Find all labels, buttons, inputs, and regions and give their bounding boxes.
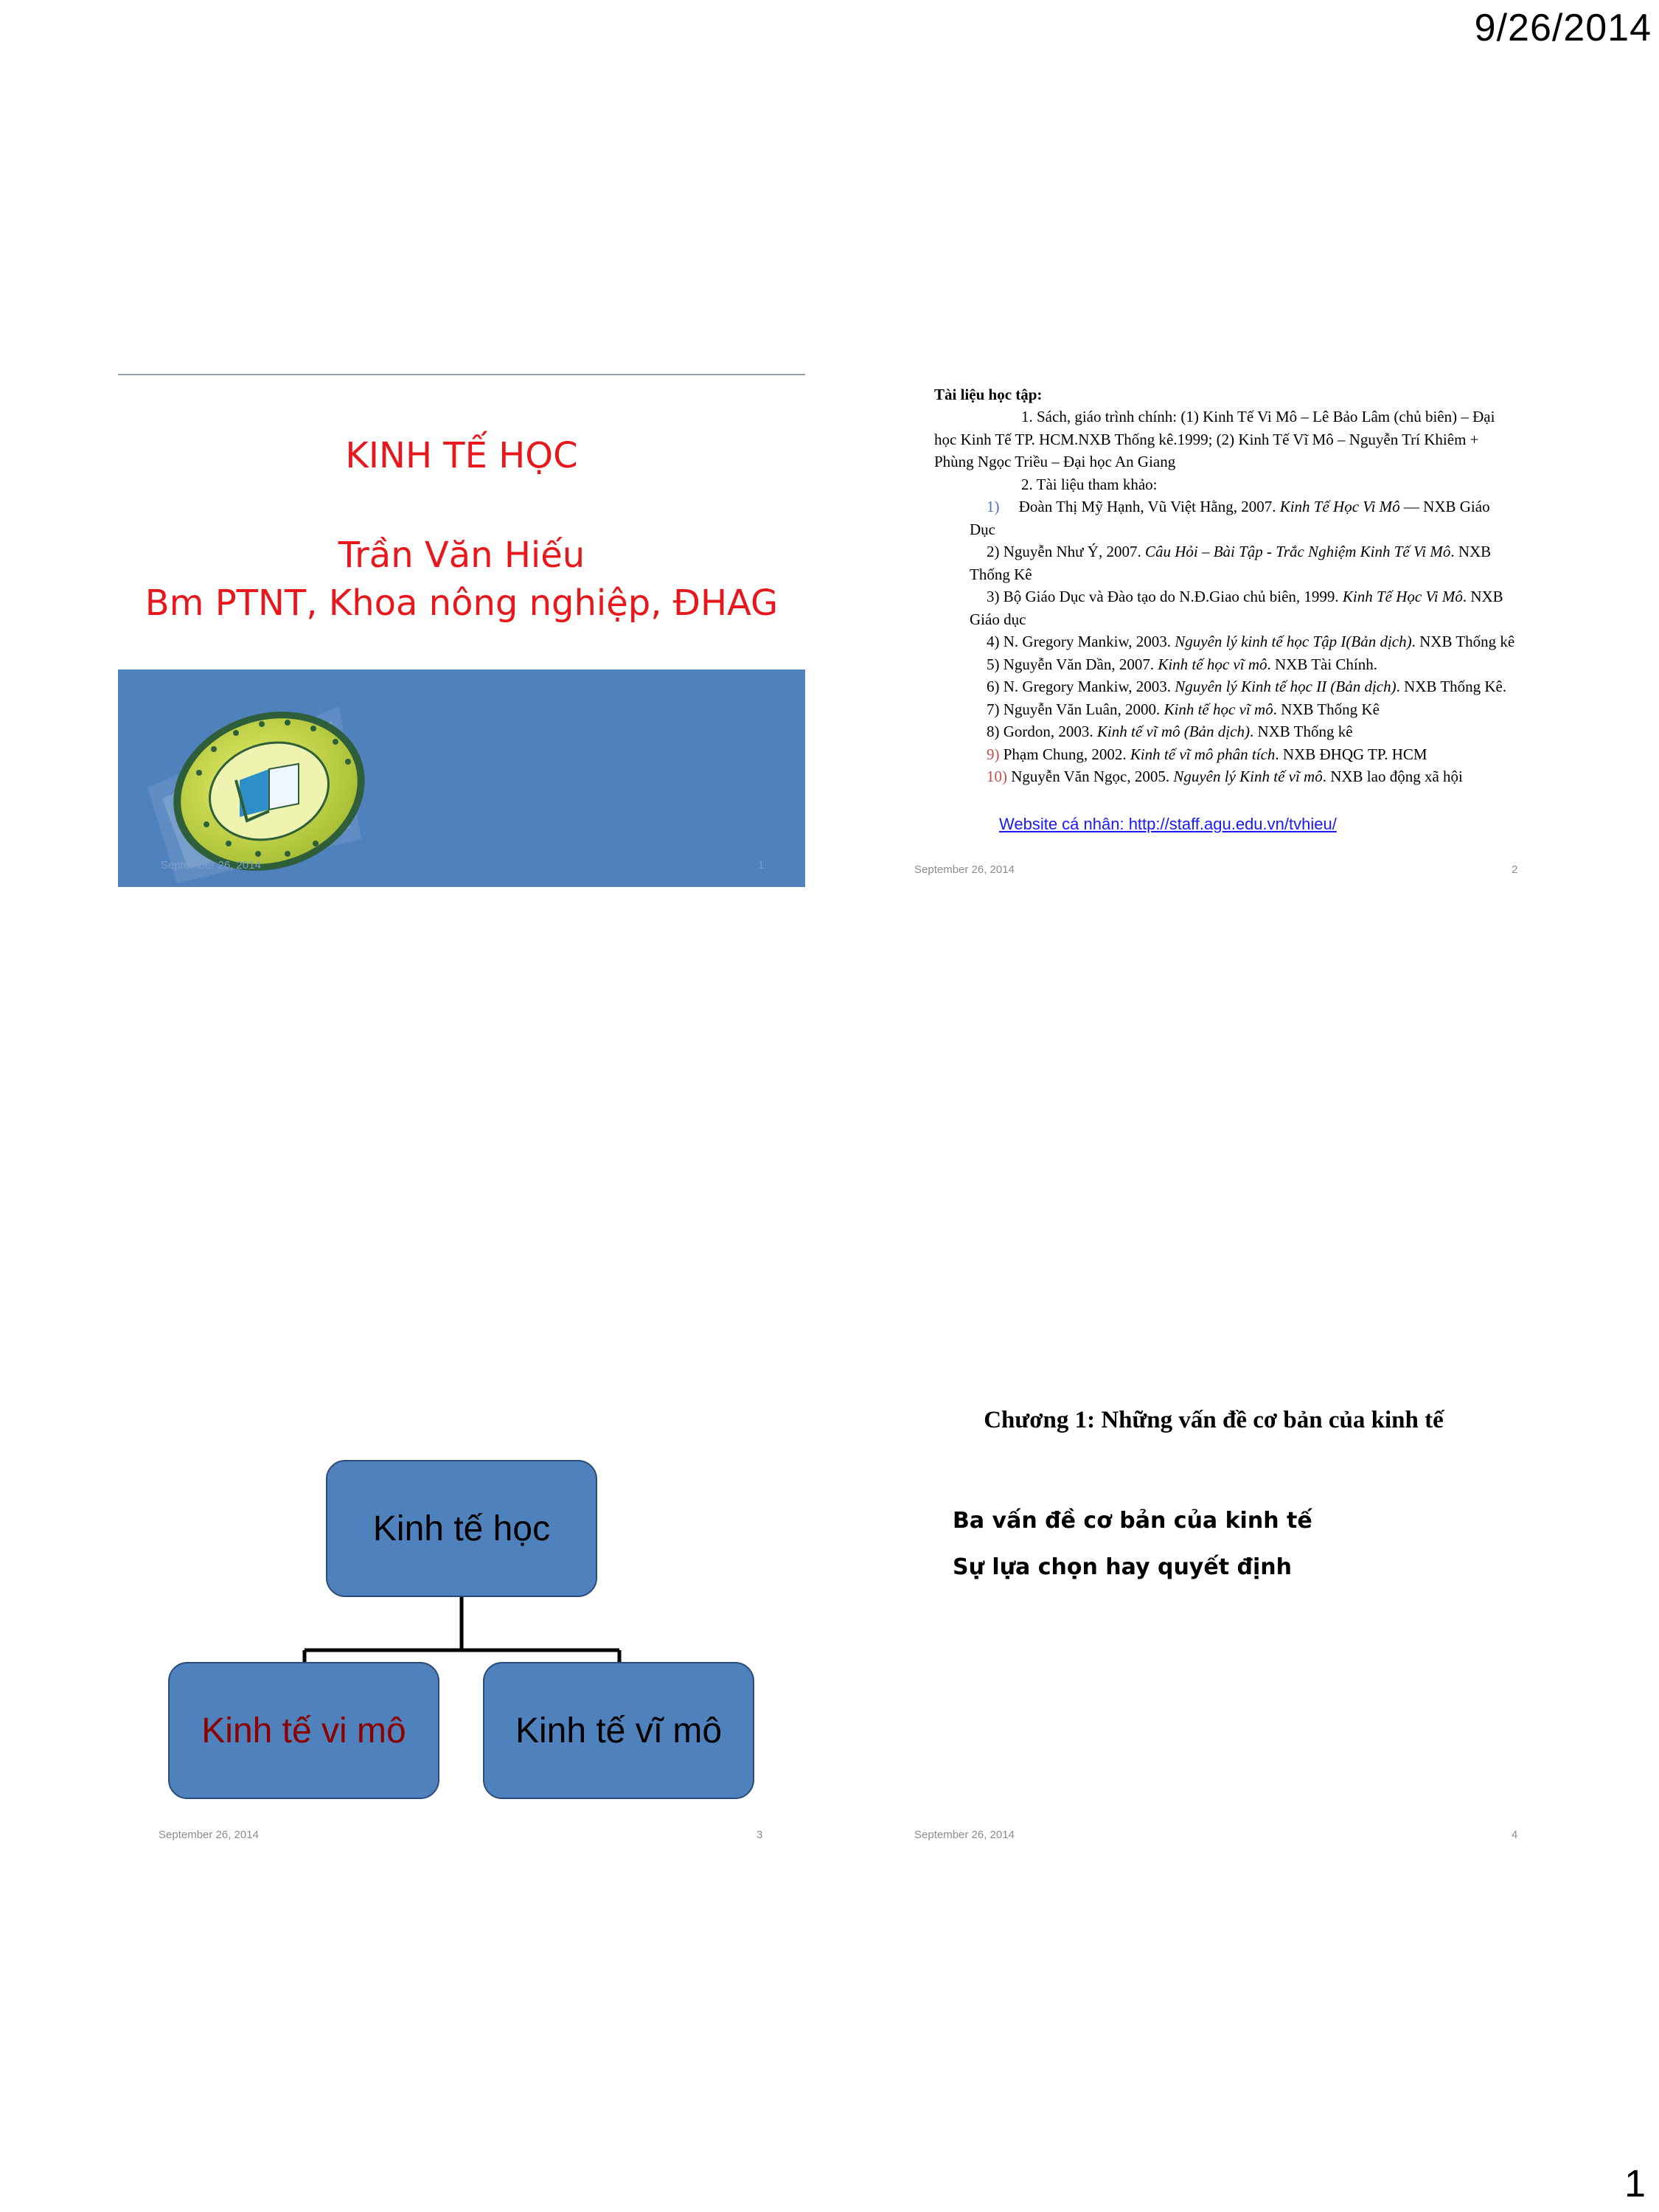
slide-title: KINH TẾ HỌC xyxy=(345,435,578,476)
reference-publisher: . NXB Tài Chính. xyxy=(1267,655,1378,673)
reference-item xyxy=(987,585,1503,608)
text-line: 2. Tài liệu tham khảo: xyxy=(1021,476,1158,493)
author-affiliation: Bm PTNT, Khoa nông nghiệp, ĐHAG xyxy=(145,582,779,624)
reference-number: 4) xyxy=(987,633,1000,650)
reference-title: Nguyên lý Kinh tế học II (Bản dịch) xyxy=(1175,678,1397,695)
author-name: Trần Văn Hiếu xyxy=(338,535,585,576)
reference-text: Nguyễn Văn Dần, 2007. xyxy=(999,655,1158,673)
page-number: 1 xyxy=(1624,2163,1646,2205)
reference-item xyxy=(987,720,1353,743)
reference-text: N. Gregory Mankiw, 2003. xyxy=(999,678,1175,695)
reference-title: Kinh tế học vĩ mô xyxy=(1158,655,1267,673)
reference-publisher: . NXB xyxy=(1462,588,1503,605)
text-line: Phùng Ngọc Triều – Đại học An Giang xyxy=(934,453,1176,470)
reference-text: Bộ Giáo Dục và Đào tạo do N.Đ.Giao chủ biên, 1999. xyxy=(999,588,1343,605)
reference-text: Gordon, 2003. xyxy=(999,723,1097,740)
node-label: Kinh tế vĩ mô xyxy=(515,1711,723,1750)
reference-title: Kinh tế vĩ mô (Bản dịch) xyxy=(1096,723,1250,740)
reference-number: 9) xyxy=(987,745,1000,763)
reference-text: Nguyễn Văn Ngọc, 2005. xyxy=(1007,768,1174,785)
reference-publisher: . NXB Thống Kê. xyxy=(1396,678,1507,695)
reference-publisher: — NXB Giáo xyxy=(1399,498,1490,515)
title-rule xyxy=(118,374,805,375)
reference-number: 3) xyxy=(987,588,1000,605)
reference-item xyxy=(987,765,1463,788)
personal-website-link[interactable]: Website cá nhân: http://staff.agu.edu.vn/tvhieu/ xyxy=(999,815,1337,833)
reference-title: Nguyên lý Kinh tế vĩ mô xyxy=(1173,768,1323,785)
reference-publisher: . NXB lao động xã hội xyxy=(1322,768,1463,785)
text-line: học Kinh Tế TP. HCM.NXB Thống kê.1999; (2) Kinh Tế Vĩ Mô – Nguyễn Trí Khiêm + xyxy=(934,431,1479,448)
reference-text: Phạm Chung, 2002. xyxy=(999,745,1130,763)
slide-2-footer-date: September 26, 2014 xyxy=(914,863,1015,876)
node-label: Kinh tế vi mô xyxy=(201,1711,406,1750)
reference-text: N. Gregory Mankiw, 2003. xyxy=(999,633,1175,650)
reference-publisher: . NXB Thống kê xyxy=(1411,633,1515,650)
reference-text: Nguyễn Văn Luân, 2000. xyxy=(999,700,1164,718)
reference-item xyxy=(987,630,1514,653)
chapter-title: Chương 1: Những vấn đề cơ bản của kinh tế xyxy=(984,1407,1444,1433)
slide-4 xyxy=(870,1342,1557,1857)
node-label: Kinh tế học xyxy=(372,1509,551,1548)
slide-2-number: 2 xyxy=(1512,863,1518,876)
node-kinh-te-vi-mo xyxy=(168,1662,439,1799)
reference-publisher: . NXB xyxy=(1450,543,1492,560)
reference-item xyxy=(987,675,1506,698)
reference-continuation: Dục xyxy=(970,521,995,538)
reference-item xyxy=(987,540,1491,563)
reference-publisher: . NXB Thống kê xyxy=(1249,723,1353,740)
slide-2 xyxy=(870,372,1557,887)
logo-panel xyxy=(118,669,805,887)
reference-continuation: Thống Kê xyxy=(970,566,1032,583)
slide-4-footer-date: September 26, 2014 xyxy=(914,1829,1015,1841)
reference-publisher: . NXB ĐHQG TP. HCM xyxy=(1275,745,1427,763)
reference-number: 7) xyxy=(987,700,1000,718)
slide-3-footer-date: September 26, 2014 xyxy=(159,1829,259,1841)
slide-3 xyxy=(118,1342,805,1857)
slide-1-number: 1 xyxy=(758,859,765,872)
reference-title: Kinh tế học vĩ mô xyxy=(1164,700,1273,718)
reference-number: 10) xyxy=(987,768,1007,785)
reference-publisher: . NXB Thống Kê xyxy=(1273,700,1380,718)
bullet-item: Ba vấn đề cơ bản của kinh tế xyxy=(953,1508,1312,1534)
reference-text: Đoàn Thị Mỹ Hạnh, Vũ Việt Hằng, 2007. xyxy=(1018,498,1280,515)
page-date: 9/26/2014 xyxy=(1474,7,1652,49)
reference-item xyxy=(987,495,1490,518)
reference-title: Kinh tế vĩ mô phân tích xyxy=(1130,745,1276,763)
reference-title: Kinh Tế Học Vi Mô xyxy=(1279,498,1400,515)
bullet-item: Sự lựa chọn hay quyết định xyxy=(953,1554,1292,1580)
reference-item xyxy=(987,653,1377,676)
node-kinh-te-vi-mo-macro xyxy=(483,1662,754,1799)
reference-title: Kinh Tế Học Vi Mô xyxy=(1342,588,1463,605)
slide-1 xyxy=(118,372,805,887)
reference-title: Câu Hỏi – Bài Tập - Trắc Nghiệm Kinh Tế Vi Mô xyxy=(1144,543,1451,560)
reference-item xyxy=(987,743,1427,766)
reference-number: 2) xyxy=(987,543,1000,560)
reference-number: 8) xyxy=(987,723,1000,740)
reference-number: 1) xyxy=(987,498,1000,515)
slide-3-number: 3 xyxy=(757,1829,763,1841)
slide-1-footer-date: September 26, 2014 xyxy=(161,859,261,872)
text-line: 1. Sách, giáo trình chính: (1) Kinh Tế Vi Mô – Lê Bảo Lâm (chủ biên) – Đại xyxy=(1021,408,1495,425)
reference-continuation: Giáo dục xyxy=(970,611,1026,628)
reference-item xyxy=(987,698,1380,721)
reference-number: 5) xyxy=(987,655,1000,673)
references-heading: Tài liệu học tập: xyxy=(934,386,1043,403)
university-logo xyxy=(118,669,805,887)
reference-number: 6) xyxy=(987,678,1000,695)
reference-title: Nguyên lý kinh tế học Tập I(Bản dịch) xyxy=(1175,633,1412,650)
node-kinh-te-hoc xyxy=(326,1460,597,1597)
slide-4-number: 4 xyxy=(1512,1829,1518,1841)
reference-text: Nguyễn Như Ý, 2007. xyxy=(999,543,1145,560)
